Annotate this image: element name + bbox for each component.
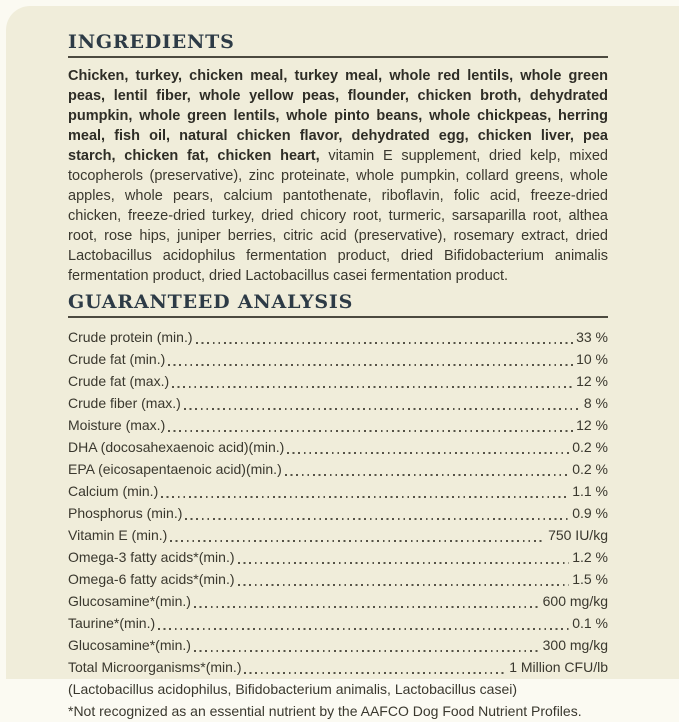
analysis-row-label: Taurine*(min.)	[68, 615, 156, 631]
dot-leader	[168, 430, 573, 432]
analysis-row-value: 600 mg/kg	[542, 593, 608, 609]
analysis-row	[68, 546, 608, 568]
dot-leader	[196, 342, 574, 344]
analysis-row-value: 0.9 %	[572, 505, 608, 521]
analysis-row	[68, 414, 608, 436]
guaranteed-analysis-heading-rule	[68, 316, 608, 318]
analysis-row-value: 750 IU/kg	[548, 527, 608, 543]
dot-leader	[194, 650, 540, 652]
analysis-row	[68, 370, 608, 392]
analysis-row-label: Omega-6 fatty acids*(min.)	[68, 571, 235, 587]
analysis-row	[68, 436, 608, 458]
analysis-row-value: 12 %	[576, 417, 608, 433]
ingredients-paragraph	[68, 66, 608, 286]
analysis-row	[68, 524, 608, 546]
dot-leader	[185, 518, 569, 520]
microorganisms-note: (Lactobacillus acidophilus, Bifidobacterium animalis, Lactobacillus casei)	[68, 681, 517, 697]
ingredients-bold-text: Chicken, turkey, chicken meal, turkey meal, whole red lentils, whole green peas, lentil fiber, whole yellow peas, flounder, chicken broth, dehydrated pumpkin, whole green lentils, whole pinto beans, whole chickpeas, herring meal, fish oil, natural chicken flavor, dehydrated egg, chicken liver, pea starch, chicken fat, chicken heart,	[68, 68, 608, 164]
dot-leader	[168, 364, 573, 366]
guaranteed-analysis-section	[68, 292, 608, 722]
analysis-row-value: 33 %	[576, 329, 608, 345]
analysis-row-label: Glucosamine*(min.)	[68, 637, 191, 653]
dot-leader	[170, 540, 545, 542]
ingredients-heading-rule	[68, 56, 608, 58]
analysis-row-label: Glucosamine*(min.)	[68, 593, 191, 609]
analysis-row-value: 1 Million CFU/lb	[509, 659, 608, 675]
analysis-row-value: 1.2 %	[572, 549, 608, 565]
analysis-row-value: 300 mg/kg	[542, 637, 608, 653]
analysis-row	[68, 392, 608, 414]
analysis-row	[68, 612, 608, 634]
aafco-footnote: *Not recognized as an essential nutrient by the AAFCO Dog Food Nutrient Profiles.	[68, 703, 582, 719]
analysis-row	[68, 502, 608, 524]
analysis-row-label: Total Microorganisms*(min.)	[68, 659, 242, 675]
analysis-row-value: 1.5 %	[572, 571, 608, 587]
analysis-row-label: Crude fiber (max.)	[68, 395, 181, 411]
analysis-row-value: 0.2 %	[572, 439, 608, 455]
guaranteed-analysis-heading: GUARANTEED ANALYSIS	[68, 291, 354, 313]
analysis-row-value: 0.2 %	[572, 461, 608, 477]
analysis-row-value: 0.1 %	[572, 615, 608, 631]
analysis-row	[68, 326, 608, 348]
analysis-row-label: Vitamin E (min.)	[68, 527, 168, 543]
analysis-row	[68, 634, 608, 656]
analysis-row-value: 1.1 %	[572, 483, 608, 499]
dot-leader	[158, 628, 569, 630]
analysis-row	[68, 568, 608, 590]
analysis-row-label: Crude protein (min.)	[68, 329, 193, 345]
analysis-row	[68, 590, 608, 612]
analysis-row-label: DHA (docosahexaenoic acid)(min.)	[68, 439, 285, 455]
analysis-row	[68, 480, 608, 502]
dot-leader	[287, 452, 569, 454]
dot-leader	[238, 584, 570, 586]
dot-leader	[244, 672, 506, 674]
analysis-row-label: Crude fat (min.)	[68, 351, 166, 367]
analysis-row-value: 12 %	[576, 373, 608, 389]
analysis-row-label: Phosphorus (min.)	[68, 505, 183, 521]
analysis-row-value: 10 %	[576, 351, 608, 367]
dot-leader	[172, 386, 573, 388]
analysis-row-label: Moisture (max.)	[68, 417, 166, 433]
analysis-row-label: EPA (eicosapentaenoic acid)(min.)	[68, 461, 282, 477]
analysis-row	[68, 458, 608, 480]
dot-leader	[161, 496, 569, 498]
ingredients-section	[68, 32, 608, 286]
label-card	[6, 6, 679, 719]
analysis-row-label: Crude fat (max.)	[68, 373, 170, 389]
ingredients-regular-text: vitamin E supplement, dried kelp, mixed tocopherols (preservative), zinc proteinate, whole pumpkin, collard greens, whole apples, whole pears, calcium pantothenate, riboflavin, folic acid, freeze-dried chicken, freeze-dried turkey, dried chicory root, turmeric, sarsaparilla root, althea root, rose hips, juniper berries, citric acid (preservative), rosemary extract, dried Lactobacillus acidophilus fermentation product, dried Bifidobacterium animalis fermentation product, dried Lactobacillus casei fermentation product.	[68, 148, 608, 284]
analysis-row-label: Omega-3 fatty acids*(min.)	[68, 549, 235, 565]
guaranteed-analysis-table	[68, 326, 608, 678]
dot-leader	[238, 562, 570, 564]
analysis-row-value: 8 %	[583, 395, 608, 411]
dot-leader	[184, 408, 581, 410]
analysis-row	[68, 656, 608, 678]
dot-leader	[285, 474, 569, 476]
analysis-row-label: Calcium (min.)	[68, 483, 159, 499]
ingredients-heading: INGREDIENTS	[68, 31, 235, 53]
analysis-row	[68, 348, 608, 370]
dot-leader	[194, 606, 540, 608]
